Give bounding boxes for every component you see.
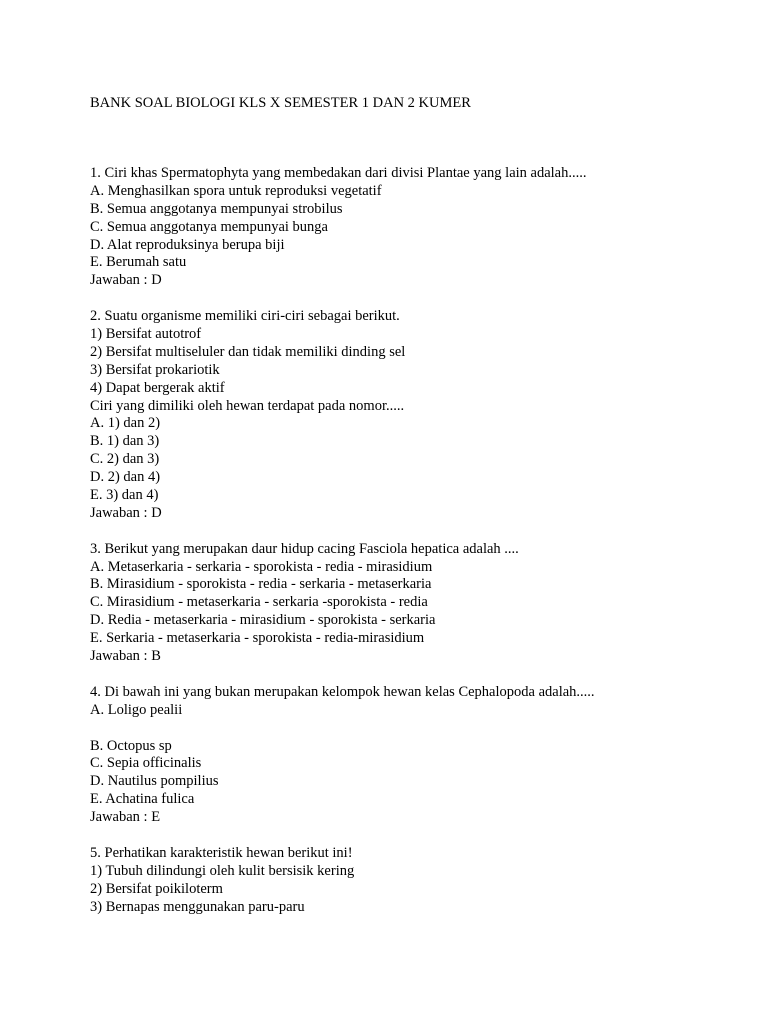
question-1 (90, 165, 750, 290)
option-c: C. Sepia officinalis (90, 755, 202, 772)
question-list (90, 165, 750, 934)
statement-1: 1) Bersifat autotrof (90, 326, 202, 343)
option-c: C. Mirasidium - metaserkaria - serkaria -sporokista - redia (90, 594, 428, 611)
option-c: C. Semua anggotanya mempunyai bunga (90, 218, 328, 235)
option-b: B. Octopus sp (90, 737, 172, 754)
question-2 (90, 308, 750, 523)
statement-3: 3) Bersifat prokariotik (90, 361, 220, 378)
option-b: B. Semua anggotanya mempunyai strobilus (90, 200, 343, 217)
option-a: A. Metaserkaria - serkaria - sporokista - redia - mirasidium (90, 558, 433, 575)
option-d: D. Redia - metaserkaria - mirasidium - sporokista - serkaria (90, 612, 436, 629)
statement-1: 1) Tubuh dilindungi oleh kulit bersisik kering (90, 862, 355, 879)
answer: Jawaban : B (90, 648, 161, 665)
question-text: 5. Perhatikan karakteristik hewan berikut ini! (90, 844, 353, 861)
answer: Jawaban : D (90, 272, 162, 289)
option-c: C. 2) dan 3) (90, 451, 160, 468)
question-4 (90, 684, 750, 827)
question-3 (90, 541, 750, 666)
option-d: D. 2) dan 4) (90, 469, 161, 486)
option-a: A. 1) dan 2) (90, 415, 161, 432)
question-5 (90, 845, 750, 917)
statement-3: 3) Bernapas menggunakan paru-paru (90, 898, 305, 915)
option-e: E. Serkaria - metaserkaria - sporokista - redia-mirasidium (90, 630, 425, 647)
option-e: E. Achatina fulica (90, 791, 195, 808)
question-text: 1. Ciri khas Spermatophyta yang membedakan dari divisi Plantae yang lain adalah..... (90, 165, 587, 181)
statement-2: 2) Bersifat poikiloterm (90, 880, 223, 897)
statement-4: 4) Dapat bergerak aktif (90, 379, 225, 396)
question-text: 3. Berikut yang merupakan daur hidup cacing Fasciola hepatica adalah .... (90, 540, 519, 557)
question-prompt: Ciri yang dimiliki oleh hewan terdapat pada nomor..... (90, 397, 405, 414)
answer: Jawaban : E (90, 809, 161, 826)
option-e: E. Berumah satu (90, 254, 187, 271)
option-b: B. Mirasidium - sporokista - redia - serkaria - metaserkaria (90, 576, 432, 593)
answer: Jawaban : D (90, 504, 162, 521)
option-e: E. 3) dan 4) (90, 487, 159, 504)
blank-line (90, 720, 750, 738)
option-a: A. Loligo pealii (90, 701, 183, 718)
question-text: 2. Suatu organisme memiliki ciri-ciri sebagai berikut. (90, 308, 400, 325)
option-d: D. Alat reproduksinya berupa biji (90, 236, 285, 253)
question-text: 4. Di bawah ini yang bukan merupakan kelompok hewan kelas Cephalopoda adalah..... (90, 683, 595, 700)
document-title: BANK SOAL BIOLOGI KLS X SEMESTER 1 DAN 2 KUMER (90, 95, 471, 111)
option-d: D. Nautilus pompilius (90, 773, 219, 790)
statement-2: 2) Bersifat multiseluler dan tidak memiliki dinding sel (90, 343, 406, 360)
option-b: B. 1) dan 3) (90, 433, 160, 450)
option-a: A. Menghasilkan spora untuk reproduksi vegetatif (90, 182, 382, 199)
